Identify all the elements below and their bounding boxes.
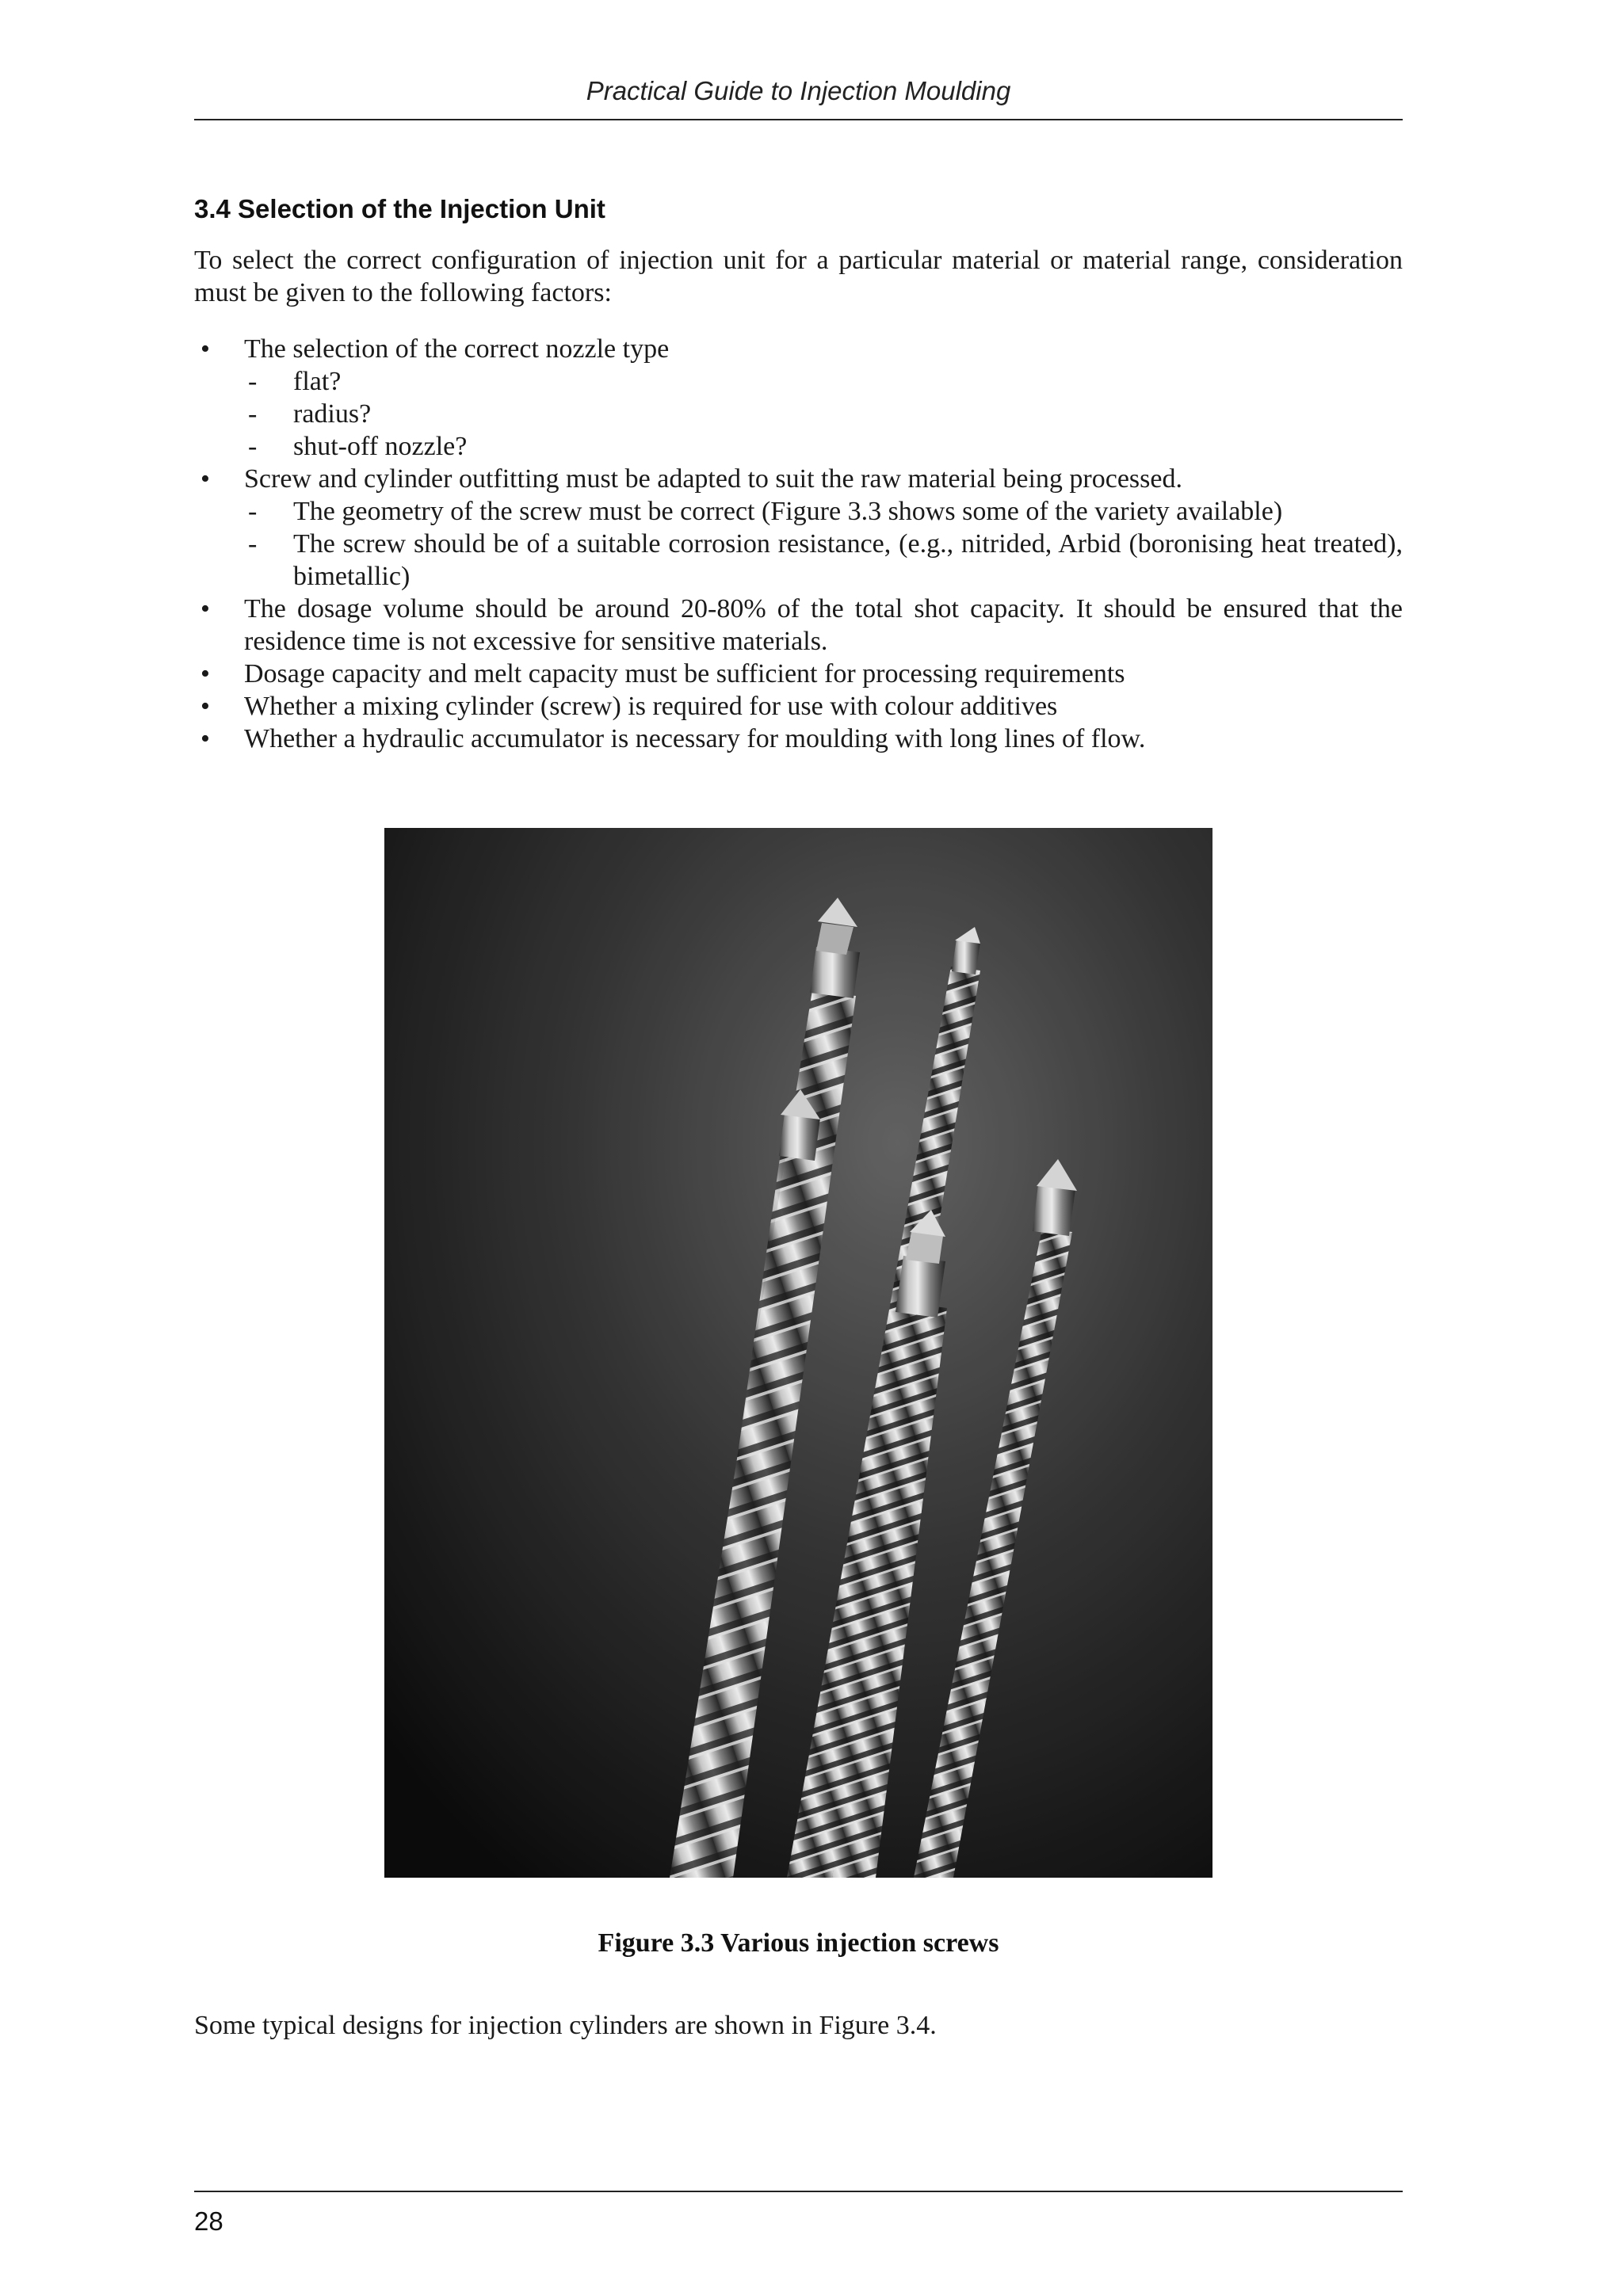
list-item <box>194 723 1403 755</box>
list-item <box>194 658 1403 690</box>
figure-photo <box>384 828 1212 1878</box>
sub-list-item <box>194 365 1403 398</box>
injection-screws-image <box>384 828 1212 1878</box>
list-item <box>194 593 1403 658</box>
dash-marker: - <box>248 367 258 396</box>
bullet-marker: • <box>200 659 210 688</box>
factors-list <box>194 333 1403 755</box>
bullet-marker: • <box>200 594 210 624</box>
list-item <box>194 690 1403 723</box>
sub-list-item-text: flat? <box>293 367 342 396</box>
list-item-text: Screw and cylinder outfitting must be adapted to suit the raw material being processed. <box>244 464 1182 494</box>
dash-marker: - <box>248 529 258 559</box>
sub-list-item <box>194 495 1403 528</box>
list-item-text: Dosage capacity and melt capacity must be sufficient for processing requirements <box>244 659 1125 688</box>
section-heading: 3.4 Selection of the Injection Unit <box>194 194 605 223</box>
sub-list-item-text: shut-off nozzle? <box>293 432 468 461</box>
sub-list-item <box>194 430 1403 463</box>
dash-marker: - <box>248 399 258 429</box>
intro-paragraph: To select the correct configuration of injection unit for a particular material or material range, consideration must be given to the following factors: <box>194 246 1403 307</box>
footer-rule <box>194 2191 1403 2192</box>
running-header: Practical Guide to Injection Moulding <box>586 76 1011 105</box>
list-item-text: Whether a hydraulic accumulator is necessary for moulding with long lines of flow. <box>244 724 1146 753</box>
page-number: 28 <box>194 2206 223 2236</box>
sub-list-item <box>194 398 1403 430</box>
bullet-marker: • <box>200 692 210 721</box>
list-item <box>194 333 1403 463</box>
dash-marker: - <box>248 497 258 526</box>
list-item-text: Whether a mixing cylinder (screw) is required for use with colour additives <box>244 692 1058 721</box>
bullet-marker: • <box>200 464 210 494</box>
list-item-text: The selection of the correct nozzle type <box>244 334 670 364</box>
list-item <box>194 463 1403 593</box>
sub-list-item-text: The screw should be of a suitable corrosion resistance, (e.g., nitrided, Arbid (boronising heat treated), bimetallic) <box>293 529 1403 591</box>
bullet-marker: • <box>200 334 210 364</box>
header-rule <box>194 119 1403 120</box>
closing-paragraph: Some typical designs for injection cylinders are shown in Figure 3.4. <box>194 2011 937 2040</box>
sub-list-item <box>194 528 1403 593</box>
sub-list-item-text: radius? <box>293 399 372 429</box>
dash-marker: - <box>248 432 258 461</box>
bullet-marker: • <box>200 724 210 753</box>
sub-list-item-text: The geometry of the screw must be correct (Figure 3.3 shows some of the variety available) <box>293 497 1283 526</box>
figure-caption: Figure 3.3 Various injection screws <box>598 1928 999 1958</box>
list-item-text: The dosage volume should be around 20-80% of the total shot capacity. It should be ensured that the residence time is not excessive for sensitive materials. <box>244 594 1403 656</box>
